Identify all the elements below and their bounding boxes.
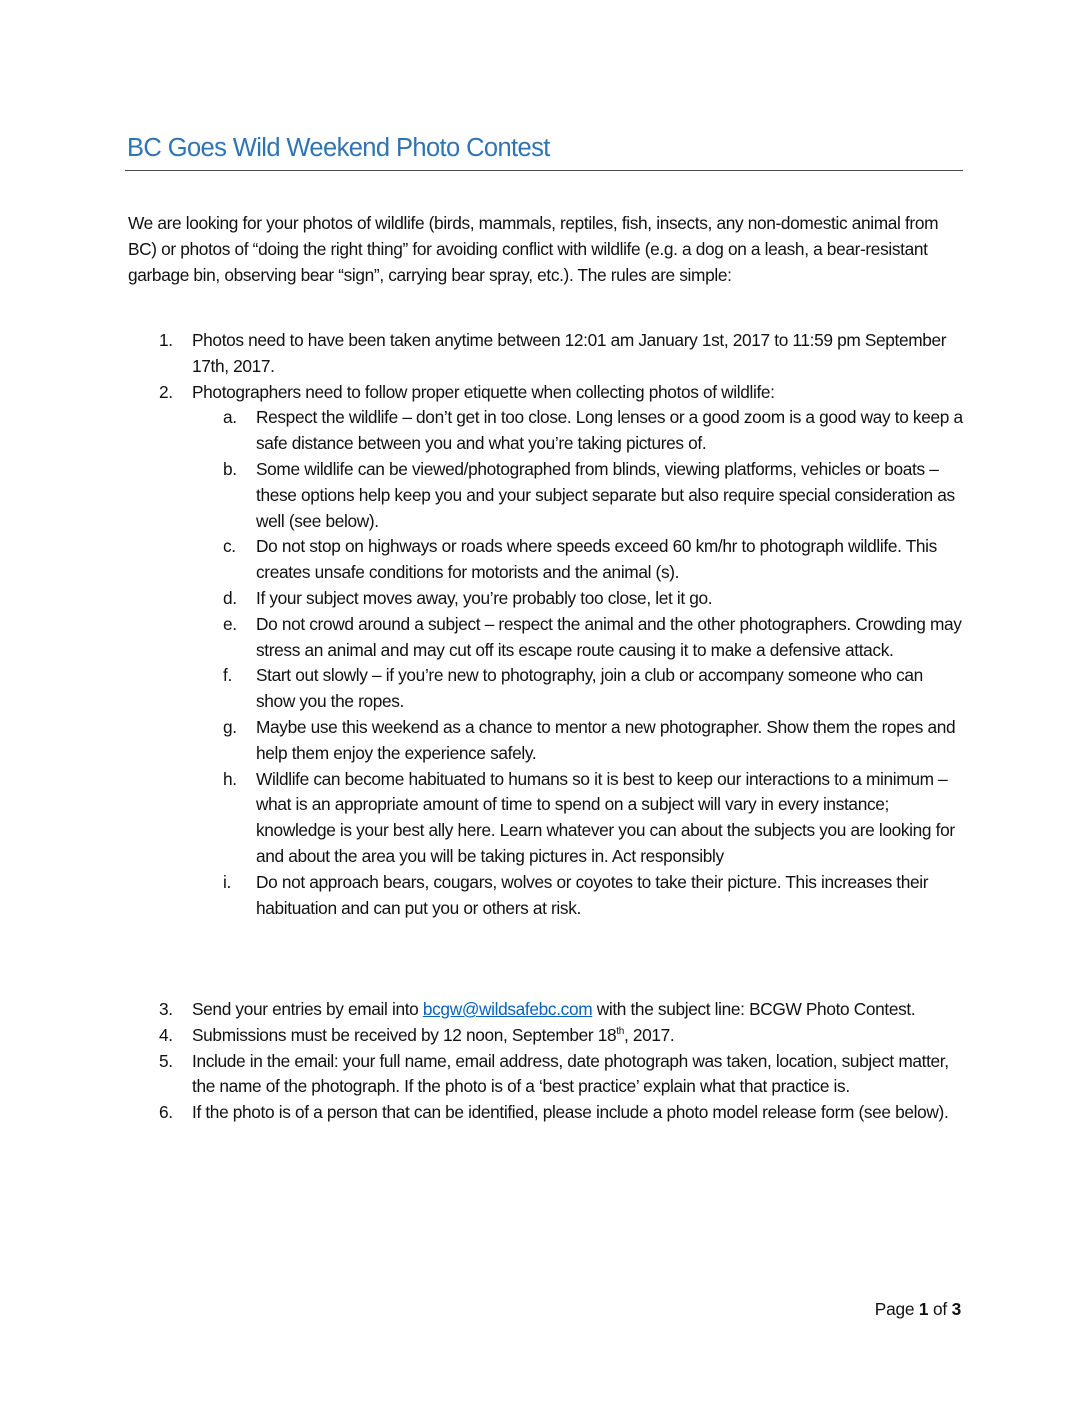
rule-text-before: Send your entries by email into (192, 999, 423, 1019)
of-label: of (932, 1299, 947, 1319)
rule-text: Photos need to have been taken anytime between 12:01 am January 1st, 2017 to 11:59 pm September 17th, 2017. (192, 330, 947, 376)
etiquette-text: Maybe use this weekend as a chance to mentor a new photographer. Show them the ropes and help them enjoy the experience safely. (256, 716, 956, 763)
rule-number: 2. (159, 381, 173, 402)
etiquette-letter: d. (223, 587, 237, 608)
total-pages-number: 3 (951, 1299, 961, 1319)
submission-rules-list (128, 997, 964, 1126)
etiquette-text: Do not approach bears, cougars, wolves or coyotes to take their picture. This increases their habituation and can put you or others at risk. (256, 871, 929, 918)
etiquette-item (192, 715, 964, 767)
etiquette-item (192, 534, 964, 586)
etiquette-text: Do not crowd around a subject – respect the animal and the other photographers. Crowding may stress an animal and may cut off its escape route causing it to make a defensive attack. (256, 613, 962, 660)
current-page-number: 1 (918, 1299, 929, 1319)
etiquette-item (192, 663, 964, 715)
etiquette-text: Respect the wildlife – don’t get in too close. Long lenses or a good zoom is a good way to keep a safe distance between you and what you’re taking pictures of. (256, 407, 963, 454)
rule-item (128, 1100, 964, 1126)
etiquette-text: Some wildlife can be viewed/photographed from blinds, viewing platforms, vehicles or boats – these options help keep you and your subject separate but also require special consideration as well (see below). (256, 458, 955, 531)
etiquette-text: Do not stop on highways or roads where speeds exceed 60 km/hr to photograph wildlife. This creates unsafe conditions for motorists and the animal (s). (256, 536, 937, 583)
page-footer (875, 1297, 961, 1322)
etiquette-item (192, 612, 964, 664)
etiquette-letter: a. (223, 407, 237, 428)
rule-text: Include in the email: your full name, email address, date photograph was taken, location, subject matter, the name of the photograph. If the photo is of a ‘best practice’ explain what that practice is. (192, 1050, 949, 1097)
rule-text-after: , 2017. (623, 1024, 675, 1045)
rule-number: 1. (159, 330, 173, 350)
rule-text: If the photo is of a person that can be identified, please include a photo model release form (see below). (192, 1102, 949, 1123)
email-link[interactable]: bcgw@wildsafebc.com (422, 999, 593, 1019)
etiquette-letter: b. (223, 458, 237, 479)
document-title: BC Goes Wild Weekend Photo Contest (127, 134, 550, 162)
rule-number: 6. (159, 1102, 173, 1123)
rule-item (128, 1049, 964, 1101)
etiquette-letter: i. (223, 871, 231, 892)
rule-item (128, 328, 964, 380)
rule-text-before: Submissions must be received by 12 noon, September 18 (192, 1024, 617, 1045)
rules-list (128, 328, 964, 921)
etiquette-sublist (192, 405, 964, 921)
rule-text: Photographers need to follow proper etiquette when collecting photos of wildlife: (192, 381, 775, 402)
etiquette-item (192, 405, 964, 457)
etiquette-item (192, 586, 964, 612)
etiquette-text: If your subject moves away, you’re probably too close, let it go. (256, 587, 713, 608)
rule-number: 4. (159, 1024, 173, 1045)
intro-paragraph: We are looking for your photos of wildlife (birds, mammals, reptiles, fish, insects, any non-domestic animal from BC) or photos of “doing the right thing” for avoiding conflict with wildlife (e.g. a dog on a leash, a bear-resistant garbage bin, observing bear “sign”, carrying bear spray, etc.). The rules are simple: (128, 213, 939, 285)
etiquette-text: Start out slowly – if you’re new to photography, join a club or accompany someone who can show you the ropes. (256, 665, 923, 712)
rule-item (128, 380, 964, 922)
etiquette-letter: f. (223, 665, 232, 686)
rule-text-after: with the subject line: BCGW Photo Contest. (592, 999, 916, 1019)
page-label: Page (874, 1299, 915, 1319)
etiquette-letter: g. (223, 716, 237, 737)
title-divider (125, 170, 963, 171)
etiquette-letter: e. (223, 613, 237, 634)
rule-number: 5. (159, 1050, 173, 1071)
rule-item (128, 997, 964, 1023)
etiquette-text: Wildlife can become habituated to humans so it is best to keep our interactions to a minimum – what is an appropriate amount of time to spend on a subject will vary in every instance; knowledge is your best ally here. Learn whatever you can about the subjects you are looking for and about the area you will be taking pictures in. Act responsibly (256, 768, 955, 866)
etiquette-item (192, 457, 964, 534)
rule-number: 3. (159, 999, 173, 1019)
etiquette-letter: h. (223, 768, 237, 789)
etiquette-item (192, 870, 964, 922)
etiquette-letter: c. (223, 536, 236, 557)
rule-item (128, 1023, 964, 1049)
ordinal-superscript: th (616, 1026, 624, 1038)
etiquette-item (192, 767, 964, 870)
